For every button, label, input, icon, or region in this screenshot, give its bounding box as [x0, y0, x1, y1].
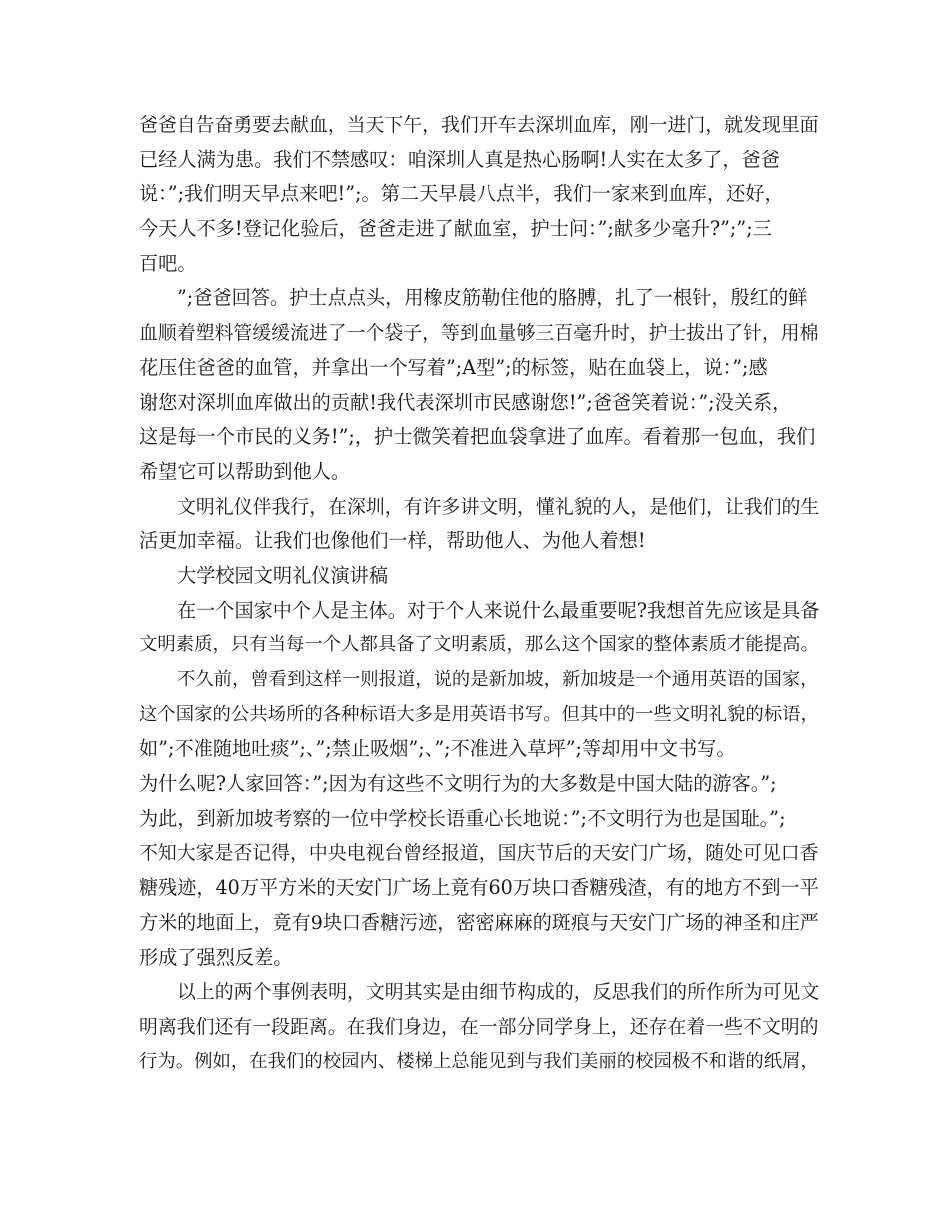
text-line: 文明素质，只有当每一个人都具备了文明素质，那么这个国家的整体素质才能提高。 — [139, 634, 819, 656]
text-line: 百吧。 — [139, 251, 197, 275]
text-line: 为什么呢?人家回答：”;因为有这些不文明行为的大多数是中国大陆的游客。”; — [139, 772, 777, 796]
text-line: 不知大家是否记得，中央电视台曾经报道，国庆节后的天安门广场，随处可见口香 — [139, 842, 819, 865]
text-line: 说：”;我们明天早点来吧!”;。第二天早晨八点半，我们一家来到血库，还好， — [139, 182, 784, 206]
text-line: 花压住爸爸的血管，并拿出一个写着”;A型”;的标签，贴在血袋上，说：”;感 — [139, 355, 768, 379]
text-line: 行为。例如，在我们的校园内、楼梯上总能见到与我们美丽的校园极不和谐的纸屑， — [139, 1050, 819, 1072]
text-line: 在一个国家中个人是主体。对于个人来说什么最重要呢?我想首先应该是具备 — [177, 598, 820, 622]
text-line: ”;爸爸回答。护士点点头，用橡皮筋勒住他的胳膊，扎了一根针，殷红的鲜 — [177, 286, 808, 310]
text-line: 今天人不多!登记化验后，爸爸走进了献血室，护士问：”;献多少毫升?”;”;三 — [139, 217, 772, 241]
text-line: 已经人满为患。我们不禁感叹：咱深圳人真是热心肠啊!人实在太多了，爸爸 — [139, 147, 780, 171]
text-line: 形成了强烈反差。 — [139, 945, 293, 969]
text-line: 这个国家的公共场所的各种标语大多是用英语书写。但其中的一些文明礼貌的标语， — [139, 703, 819, 725]
text-line: 为此，到新加坡考察的一位中学校长语重心长地说：”;不文明行为也是国耻。”; — [139, 806, 786, 830]
text-line: 谢您对深圳血库做出的贡献!我代表深圳市民感谢您!”;爸爸笑着说：”;没关系， — [139, 390, 792, 414]
text-line: 糖残迹，40万平方米的天安门广场上竟有60万块口香糖残渣，有的地方不到一平 — [139, 876, 819, 900]
text-line: 以上的两个事例表明，文明其实是由细节构成的，反思我们的所作所为可见文 — [177, 981, 820, 1004]
text-line: 这是每一个市民的义务!”;，护士微笑着把血袋拿进了血库。看着那一包血，我们 — [139, 425, 816, 449]
text-line: 文明礼仪伴我行，在深圳，有许多讲文明，懂礼貌的人，是他们，让我们的生 — [177, 495, 820, 518]
text-line: 血顺着塑料管缓缓流进了一个袋子，等到血量够三百毫升时，护士拔出了针，用棉 — [139, 322, 819, 345]
text-line: 不久前，曾看到这样一则报道，说的是新加坡，新加坡是一个通用英语的国家， — [177, 669, 819, 690]
document-body — [139, 108, 819, 1079]
text-line: 希望它可以帮助到他人。 — [139, 459, 351, 483]
text-line: 方米的地面上，竟有9块口香糖污迹，密密麻麻的斑痕与天安门广场的神圣和庄严 — [139, 911, 819, 934]
text-line: 爸爸自告奋勇要去献血，当天下午，我们开车去深圳血库，刚一进门，就发现里面 — [139, 114, 819, 136]
text-line: 活更加幸福。让我们也像他们一样，帮助他人、为他人着想! — [139, 529, 646, 553]
text-line: 如”;不准随地吐痰”;、”;禁止吸烟”;、”;不准进入草坪”;等却用中文书写。 — [139, 737, 736, 761]
text-line: 明离我们还有一段距离。在我们身边，在一部分同学身上，还存在着一些不文明的 — [139, 1015, 819, 1038]
text-line: 大学校园文明礼仪演讲稿 — [177, 563, 389, 587]
